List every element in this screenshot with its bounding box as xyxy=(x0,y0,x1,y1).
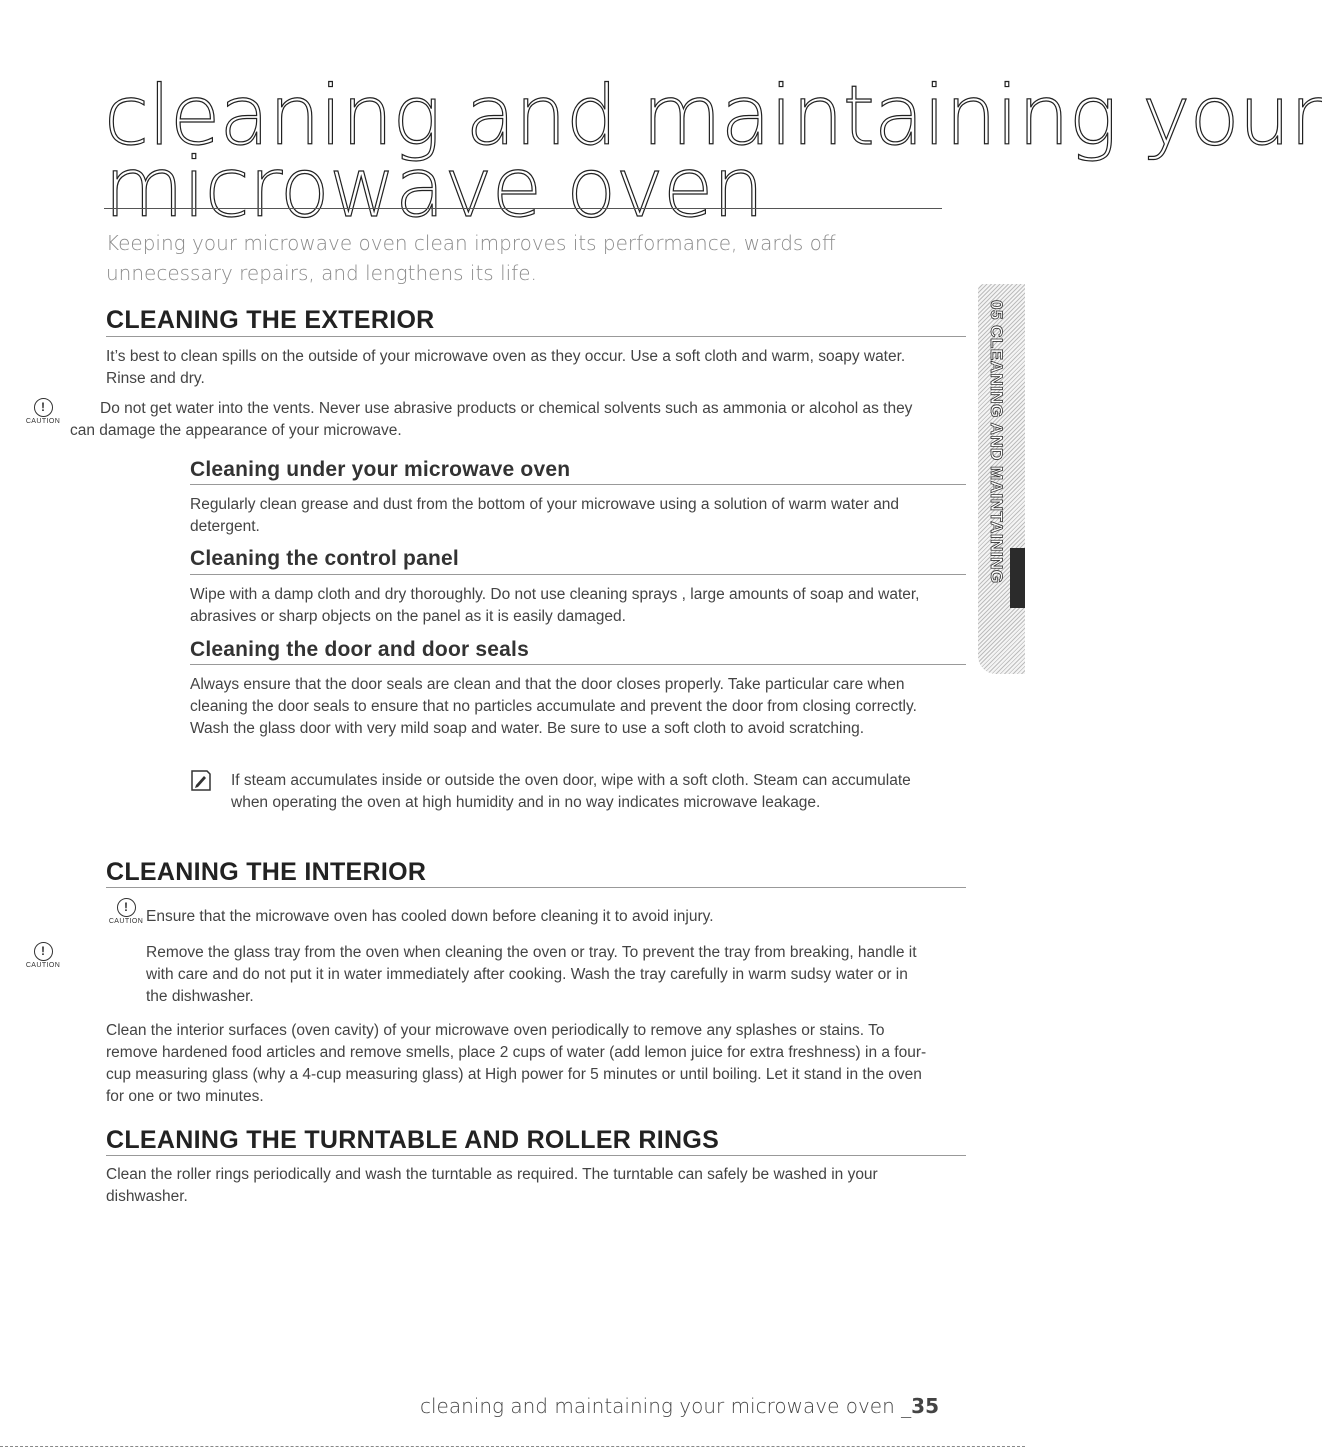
page-number: 35 xyxy=(911,1394,939,1418)
caution-label: CAUTION xyxy=(25,962,61,969)
caution-label: CAUTION xyxy=(108,918,144,925)
heading-interior-rule xyxy=(106,887,966,888)
footer-text: cleaning and maintaining your microwave oven _ xyxy=(419,1394,912,1418)
door-body: Always ensure that the door seals are clean and that the door closes properly. Take particular care when cleaning the door seals to ensure that no particles accumulate and prevent the door from closing correctly. Wash the glass door with very mild soap and water. Be sure to use a soft cloth to avoid scratching. xyxy=(190,676,917,737)
exterior-caution: Do not get water into the vents. Never use abrasive products or chemical solvents such as ammonia or alcohol as they can damage the appearance of your microwave. xyxy=(70,400,913,439)
caution-icon: ! CAUTION xyxy=(22,942,64,969)
interior-caution-2: Remove the glass tray from the oven when cleaning the oven or tray. To prevent the tray from breaking, handle it with care and do not put it in water immediately after cooking. Wash the tray carefully in warm sudsy water or in the dishwasher. xyxy=(146,944,917,1005)
heading-door-rule xyxy=(190,664,966,665)
heading-control: Cleaning the control panel xyxy=(190,547,459,570)
heading-interior: CLEANING THE INTERIOR xyxy=(106,858,427,886)
exterior-body: It’s best to clean spills on the outside of your microwave oven as they occur. Use a soft cloth and warm, soapy water. Rinse and dry. xyxy=(106,348,906,387)
page-title-line1: cleaning and maintaining your xyxy=(104,69,1322,164)
door-note: If steam accumulates inside or outside the oven door, wipe with a soft cloth. Steam can accumulate when operating the oven at high humidity and in no way indicates microwave leakage. xyxy=(231,772,911,811)
page-title-line2: microwave oven xyxy=(104,141,764,236)
note-icon xyxy=(190,770,212,792)
heading-control-rule xyxy=(190,574,966,575)
heading-under: Cleaning under your microwave oven xyxy=(190,458,571,481)
heading-turntable-rule xyxy=(106,1155,966,1156)
turntable-body: Clean the roller rings periodically and wash the turntable as required. The turntable can safely be washed in your dishwasher. xyxy=(106,1166,878,1205)
interior-body: Clean the interior surfaces (oven cavity) of your microwave oven periodically to remove any splashes or stains. To remove hardened food articles and remove smells, place 2 cups of water (add lemon juice for extra freshness) in a four-cup measuring glass (why a 4-cup measuring glass) at High power for 5 minutes or until boiling. Let it stand in the oven for one or two minutes. xyxy=(106,1022,927,1105)
caution-icon: ! CAUTION xyxy=(22,398,64,425)
interior-caution-1: Ensure that the microwave oven has cooled down before cleaning it to avoid injury. xyxy=(146,908,714,925)
caution-icon: ! CAUTION xyxy=(105,898,147,925)
intro-text: Keeping your microwave oven clean improves its performance, wards off unnecessary repairs, and lengthens its life. xyxy=(106,231,836,285)
control-body: Wipe with a damp cloth and dry thoroughly. Do not use cleaning sprays , large amounts of soap and water, abrasives or sharp objects on the panel as it is easily damaged. xyxy=(190,586,920,625)
heading-under-rule xyxy=(190,484,966,485)
chapter-tab-label: 05 CLEANING AND MAINTAINING xyxy=(987,300,1006,584)
heading-turntable: CLEANING THE TURNTABLE AND ROLLER RINGS xyxy=(106,1126,720,1154)
page-footer xyxy=(420,1394,939,1418)
chapter-tab-marker xyxy=(1010,548,1025,608)
caution-label: CAUTION xyxy=(25,418,61,425)
bottom-border xyxy=(0,1446,1025,1447)
heading-exterior-rule xyxy=(106,336,966,337)
under-body: Regularly clean grease and dust from the bottom of your microwave using a solution of warm water and detergent. xyxy=(190,496,900,535)
heading-door: Cleaning the door and door seals xyxy=(190,638,529,661)
heading-exterior: CLEANING THE EXTERIOR xyxy=(106,306,435,334)
title-divider xyxy=(104,208,942,209)
